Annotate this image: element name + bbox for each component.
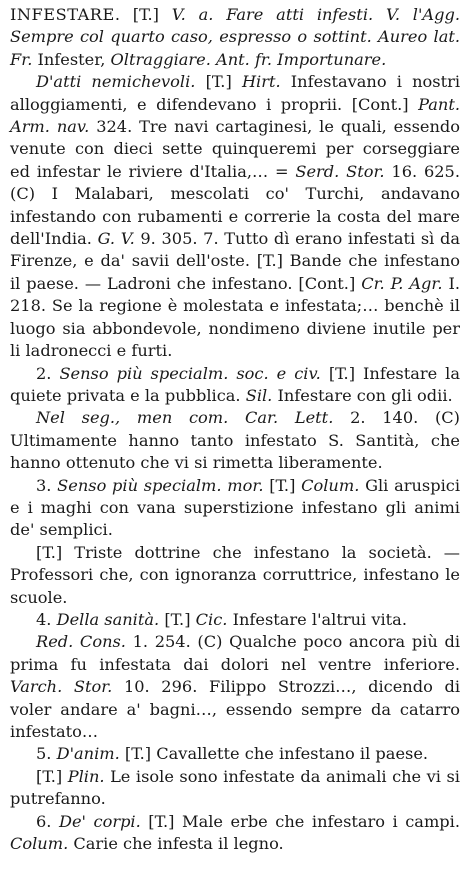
text-run: [T.] xyxy=(269,475,302,495)
text-run: 9. 305. 7. Tutto dì erano infestati sì da Firenze, e da' savii dell'oste. [T.] Bande che infestano il paese. — Ladroni che infestano. [Cont.] xyxy=(10,229,460,293)
text-run: 6. xyxy=(36,811,59,831)
italic-run: Red. Cons. xyxy=(36,632,133,652)
text-run: 324. Tre navi cartaginesi, le quali, essendo venute con dieci sette quinqueremi per corseggiare ed infestar le riviere d'Italia,… = xyxy=(10,117,460,181)
entry-definition xyxy=(10,4,460,71)
sense-social-civil-continued xyxy=(10,407,460,474)
italic-run: De' corpi. xyxy=(58,811,149,831)
italic-run: D'atti nemichevoli. xyxy=(36,72,206,92)
italic-run: D'anim. xyxy=(56,744,125,764)
sense-health-continued xyxy=(10,631,460,743)
italic-run: Hirt. xyxy=(241,72,291,92)
sense-moral-continued xyxy=(10,542,460,609)
italic-run: Senso più specialm. soc. e civ. xyxy=(59,363,329,383)
text-run: 10. 296. Filippo Strozzi…, dicendo di voler andare a' bagni…, essendo sempre da catarro infestato… xyxy=(10,677,460,741)
text-run: 2. 140. (C) Ultimamente hanno tanto infestato S. Santità, che hanno ottenuto che vi si rimetta liberamente. xyxy=(10,408,461,473)
text-run: [T.] xyxy=(36,766,68,786)
italic-run: Varch. Stor. xyxy=(10,677,124,697)
sense-moral xyxy=(10,475,460,542)
italic-run: Senso più specialm. mor. xyxy=(57,475,270,495)
text-run: Infestavano i nostri alloggiamenti, e difendevano i proprii. [Cont.] xyxy=(10,72,460,114)
italic-run: Colum. xyxy=(10,834,74,854)
italic-run: G. V. xyxy=(97,229,141,249)
text-run: Gli aruspici e i maghi con vana superstizione infestano gli animi de' semplici. xyxy=(10,475,460,540)
italic-run: Della sanità. xyxy=(56,609,165,629)
text-run: [T.] xyxy=(164,609,196,629)
text-run: Infester, xyxy=(37,49,111,69)
italic-run: Serd. Stor. xyxy=(295,161,392,181)
italic-run: Sil. xyxy=(245,385,278,405)
text-run: . [T.] xyxy=(114,5,172,24)
text-run: Carie che infesta il legno. xyxy=(73,834,284,854)
text-run: 5. xyxy=(36,744,57,764)
text-run: 3. xyxy=(36,475,58,495)
text-run: 16. 625. (C) I Malabari, mescolati co' Turchi, andavano infestando con rubamenti e correrie la costa del mare dell'India. xyxy=(10,161,460,249)
dictionary-entry xyxy=(10,4,460,855)
italic-run: Cic. xyxy=(195,609,233,629)
italic-run: Colum. xyxy=(301,475,366,495)
text-run: I. 218. Se la regione è molestata e infestata;… benchè il luogo sia abbondevole, nondimeno diviene inutile per li ladronecci e furti. xyxy=(10,273,460,361)
sense-bodies xyxy=(10,811,460,856)
text-run: [T.] Infestare la quiete privata e la pubblica. xyxy=(10,363,461,405)
sense-animals xyxy=(10,743,460,765)
sense-health xyxy=(10,609,460,631)
text-run: 1. 254. (C) Qualche poco ancora più di prima fu infestata dai dolori nel ventre inferiore. xyxy=(10,632,461,674)
sense-social-civil xyxy=(10,363,460,408)
text-run: Infestare l'altrui vita. xyxy=(232,609,407,629)
italic-run: Oltraggiare. Ant. fr. Importunare. xyxy=(110,49,387,69)
text-run: [T.] Triste dottrine che infestano la società. — Professori che, con ignoranza corruttrice, infestano le scuole. xyxy=(10,542,460,607)
italic-run: Nel seg., men com. Car. Lett. xyxy=(36,408,351,428)
text-run: 4. xyxy=(36,609,57,629)
italic-run: Plin. xyxy=(67,766,111,786)
text-run: Le isole sono infestate da animali che vi si putrefanno. xyxy=(10,766,460,809)
italic-run: Pant. Arm. nav. xyxy=(10,94,460,137)
sense-animals-continued xyxy=(10,766,460,811)
text-run: [T.] Cavallette che infestano il paese. xyxy=(124,744,429,764)
text-run: [T.] xyxy=(205,72,242,92)
text-run: [T.] Male erbe che infestaro i campi. xyxy=(148,811,460,831)
sense-hostile-acts xyxy=(10,71,460,362)
italic-run: Cr. P. Agr. xyxy=(361,273,449,293)
text-run: Infestare con gli odii. xyxy=(277,385,453,405)
italic-run: V. a. Fare atti infesti. V. l'Agg. Sempre col quarto caso, espresso o sottint. Aureo lat. Fr. xyxy=(10,5,460,69)
headword: INFESTARE xyxy=(10,5,115,24)
text-run: 2. xyxy=(36,363,60,383)
